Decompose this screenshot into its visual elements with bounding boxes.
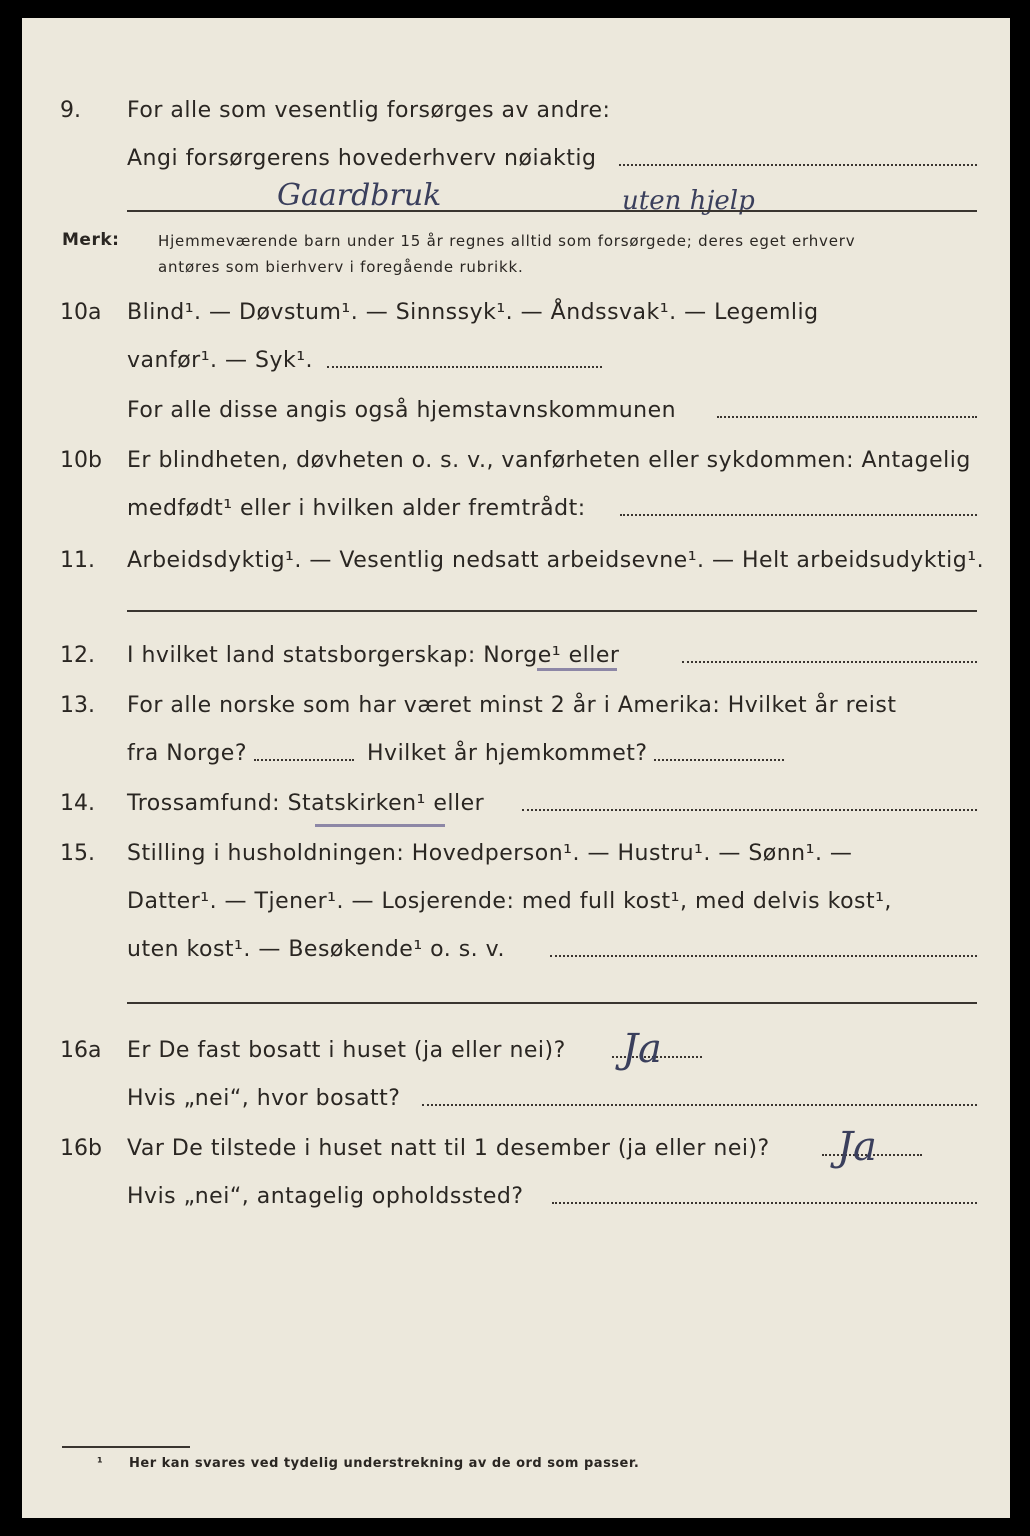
q9-number: 9.	[60, 98, 81, 123]
q15-answer-line	[127, 1002, 977, 1004]
q12-number: 12.	[60, 643, 95, 668]
q9-question-line1: For alle som vesentlig forsørges av andre:	[127, 98, 611, 123]
q16b-handwritten-answer: Ja	[837, 1124, 877, 1170]
q13-fill-line-hjemkommet	[654, 759, 784, 761]
q11-number: 11.	[60, 548, 95, 573]
q14-fill-line	[522, 809, 977, 811]
q10b-question-line2: medfødt¹ eller i hvilken alder fremtrådt:	[127, 496, 586, 521]
q13-number: 13.	[60, 693, 95, 718]
merk-label: Merk:	[62, 230, 120, 250]
q16b-question-line1: Var De tilstede i huset natt til 1 desember (ja eller nei)?	[127, 1136, 770, 1161]
q9-handwritten-answer-b: uten hjelp	[622, 186, 755, 216]
q16a-question-line2: Hvis „nei“, hvor bosatt?	[127, 1086, 401, 1111]
q16b-number: 16b	[60, 1136, 102, 1161]
q15-question-line2: Datter¹. — Tjener¹. — Losjerende: med full kost¹, med delvis kost¹,	[127, 889, 892, 914]
q11-answer-line	[127, 610, 977, 612]
q14-statskirken-underline	[315, 824, 445, 827]
q15-number: 15.	[60, 841, 95, 866]
q15-question-line1: Stilling i husholdningen: Hovedperson¹. — Hustru¹. — Sønn¹. —	[127, 841, 853, 866]
q10a-question-line1: Blind¹. — Døvstum¹. — Sinnssyk¹. — Åndssvak¹. — Legemlig	[127, 300, 819, 325]
q12-norge-underline	[537, 668, 617, 671]
q14-number: 14.	[60, 791, 95, 816]
q14-question-line1: Trossamfund: Statskirken¹ eller	[127, 791, 485, 816]
q13-fill-line-reist	[254, 759, 354, 761]
q11-question-line1: Arbeidsdyktig¹. — Vesentlig nedsatt arbeidsevne¹. — Helt arbeidsudyktig¹.	[127, 548, 985, 573]
merk-note-line2: antøres som bierhverv i foregående rubrikk.	[158, 258, 524, 276]
footnote-rule	[62, 1446, 190, 1448]
q10b-fill-line	[620, 514, 977, 516]
q13-question-line1: For alle norske som har været minst 2 år i Amerika: Hvilket år reist	[127, 693, 897, 718]
q16b-question-line2: Hvis „nei“, antagelig opholdssted?	[127, 1184, 524, 1209]
q9-handwritten-answer-a: Gaardbruk	[277, 178, 442, 213]
q15-question-line3: uten kost¹. — Besøkende¹ o. s. v.	[127, 937, 505, 962]
q16a-question-line1: Er De fast bosatt i huset (ja eller nei)?	[127, 1038, 566, 1063]
q10b-question-line1: Er blindheten, døvheten o. s. v., vanførheten eller sykdommen: Antagelig	[127, 448, 971, 473]
q12-question-line1: I hvilket land statsborgerskap: Norge¹ eller	[127, 643, 620, 668]
q10a-number: 10a	[60, 300, 102, 325]
footnote-mark: ¹	[97, 1456, 104, 1471]
footnote-text: Her kan svares ved tydelig understrekning av de ord som passer.	[129, 1456, 640, 1471]
q10a-fill-line1	[327, 366, 602, 368]
q16a-fill-line2	[422, 1104, 977, 1106]
q16a-handwritten-answer: Ja	[622, 1026, 662, 1072]
q10b-number: 10b	[60, 448, 102, 473]
q9-answer-line	[127, 210, 977, 212]
q10a-question-line2: vanfør¹. — Syk¹.	[127, 348, 314, 373]
q13-question-line2b: Hvilket år hjemkommet?	[367, 741, 648, 766]
q9-question-line2: Angi forsørgerens hovederhverv nøiaktig	[127, 146, 597, 171]
q16a-number: 16a	[60, 1038, 102, 1063]
q10a-fill-line2	[717, 416, 977, 418]
q10a-question-line3: For alle disse angis også hjemstavnskommunen	[127, 398, 677, 423]
census-form-page	[22, 18, 1010, 1518]
q15-fill-line	[550, 955, 977, 957]
q13-question-line2a: fra Norge?	[127, 741, 248, 766]
q16b-fill-line2	[552, 1202, 977, 1204]
q9-fill-line	[619, 164, 977, 166]
merk-note-line1: Hjemmeværende barn under 15 år regnes alltid som forsørgede; deres eget erhverv	[158, 232, 856, 250]
q12-fill-line	[682, 661, 977, 663]
